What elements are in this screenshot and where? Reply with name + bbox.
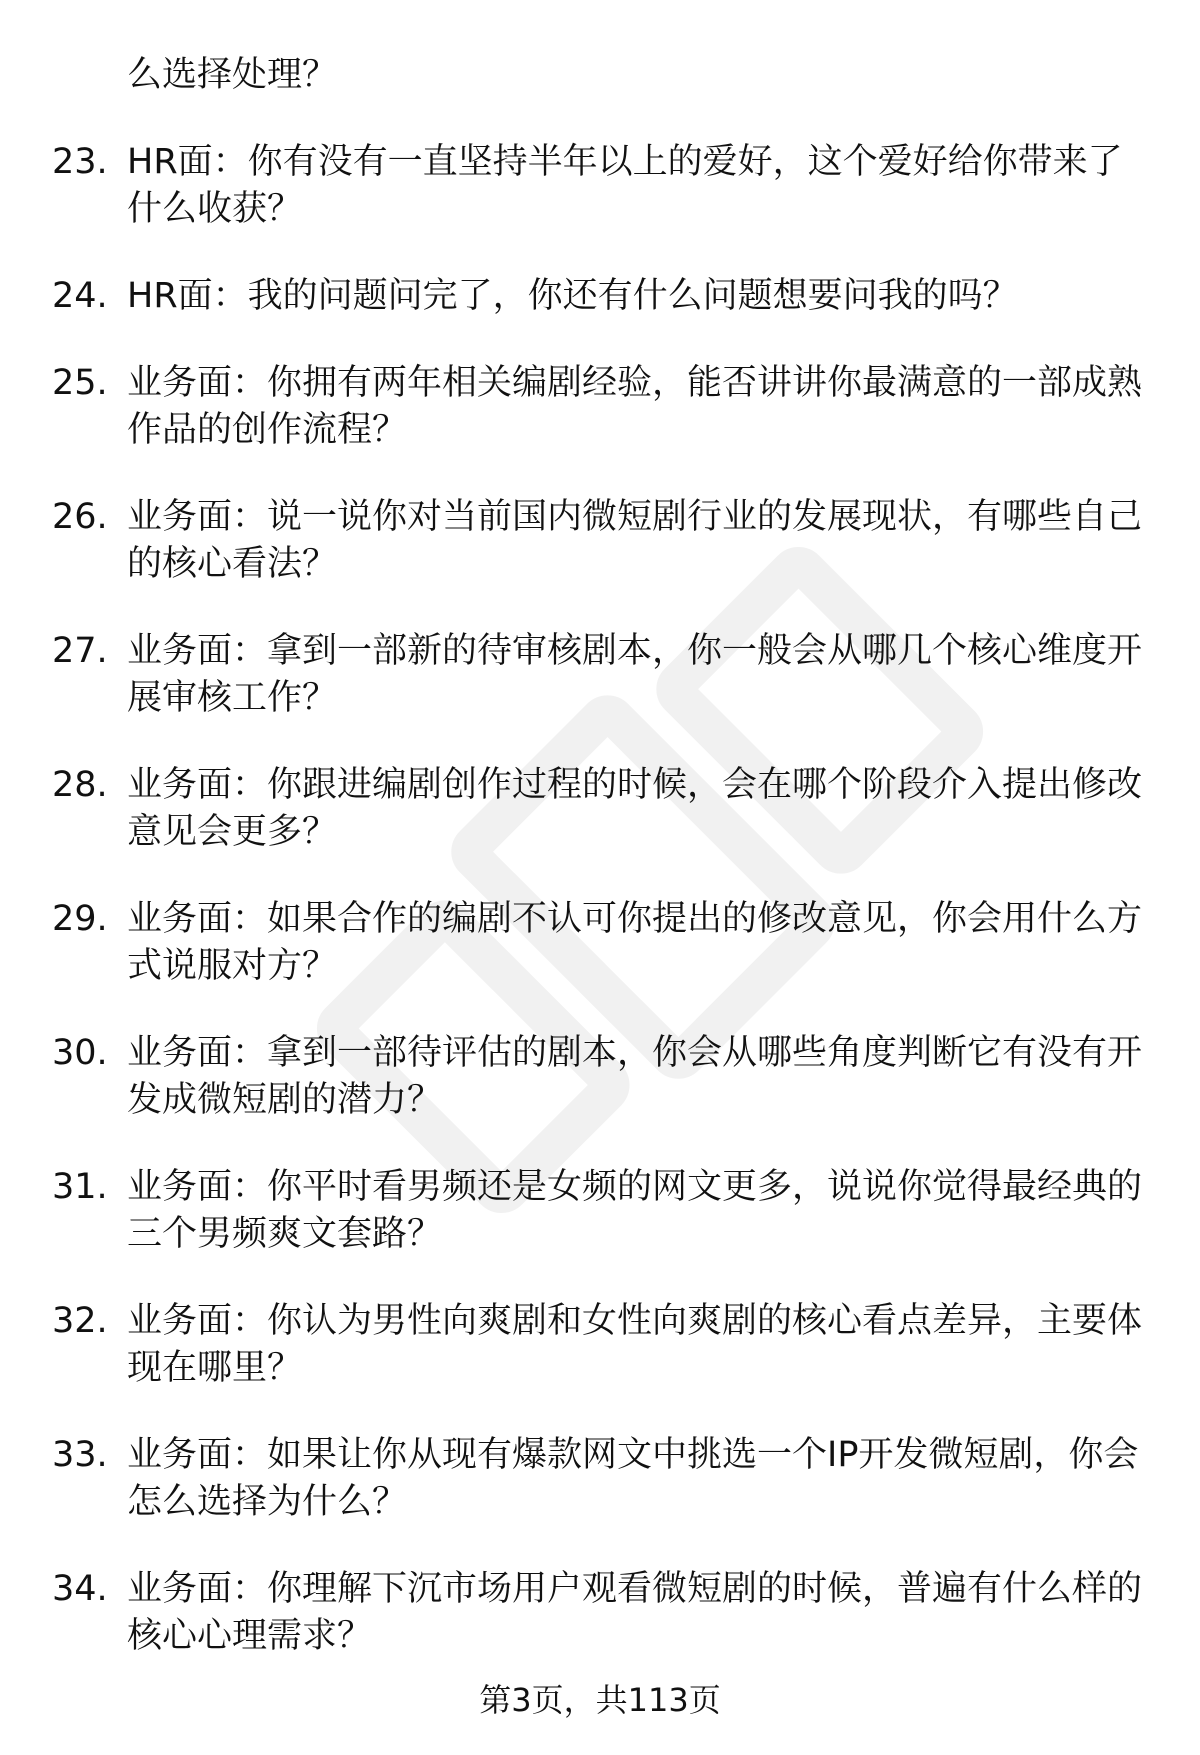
list-item — [52, 139, 1152, 233]
question-number: 28. — [52, 765, 108, 805]
list-item — [52, 1298, 1152, 1392]
question-text: HR面：我的问题问完了，你还有什么问题想要问我的吗？ — [127, 276, 1018, 316]
list-item — [52, 1432, 1152, 1526]
list-item — [52, 1030, 1152, 1124]
question-number: 32. — [52, 1301, 108, 1341]
question-text: 业务面：你拥有两年相关编剧经验，能否讲讲你最满意的一部成熟作品的创作流程？ — [127, 363, 1143, 450]
question-text: 业务面：如果让你从现有爆款网文中挑选一个IP开发微短剧，你会怎么选择为什么？ — [127, 1435, 1139, 1522]
question-text: 业务面：你平时看男频还是女频的网文更多，说说你觉得最经典的三个男频爽文套路？ — [127, 1167, 1143, 1254]
question-number: 26. — [52, 497, 108, 537]
list-item — [52, 762, 1152, 856]
question-text: HR面：你有没有一直坚持半年以上的爱好，这个爱好给你带来了什么收获？ — [127, 142, 1123, 229]
question-number: 27. — [52, 631, 108, 671]
question-number: 24. — [52, 276, 108, 316]
list-item — [52, 273, 1152, 320]
question-text: 业务面：你认为男性向爽剧和女性向爽剧的核心看点差异，主要体现在哪里？ — [127, 1301, 1143, 1388]
question-number: 33. — [52, 1435, 108, 1475]
list-item — [52, 1164, 1152, 1258]
page-footer: 第3页，共113页 — [479, 1681, 721, 1719]
list-item — [52, 896, 1152, 990]
list-item — [52, 360, 1152, 454]
question-text: 业务面：你跟进编剧创作过程的时候，会在哪个阶段介入提出修改意见会更多？ — [127, 765, 1143, 852]
question-number: 23. — [52, 142, 108, 182]
question-number: 29. — [52, 899, 108, 939]
question-text: 业务面：如果合作的编剧不认可你提出的修改意见，你会用什么方式说服对方？ — [127, 899, 1143, 986]
continuation-text: 么选择处理？ — [127, 55, 338, 95]
list-item — [52, 628, 1152, 722]
question-number: 30. — [52, 1033, 108, 1073]
list-item — [52, 494, 1152, 588]
question-number: 31. — [52, 1167, 108, 1207]
question-text: 业务面：拿到一部待评估的剧本，你会从哪些角度判断它有没有开发成微短剧的潜力？ — [127, 1033, 1143, 1120]
question-text: 业务面：你理解下沉市场用户观看微短剧的时候，普遍有什么样的核心心理需求？ — [127, 1569, 1143, 1656]
question-number: 25. — [52, 363, 108, 403]
question-number: 34. — [52, 1569, 108, 1609]
question-text: 业务面：说一说你对当前国内微短剧行业的发展现状，有哪些自己的核心看法？ — [127, 497, 1143, 584]
question-text: 业务面：拿到一部新的待审核剧本，你一般会从哪几个核心维度开展审核工作？ — [127, 631, 1143, 718]
list-item — [52, 1566, 1152, 1660]
question-list — [52, 52, 1152, 1700]
